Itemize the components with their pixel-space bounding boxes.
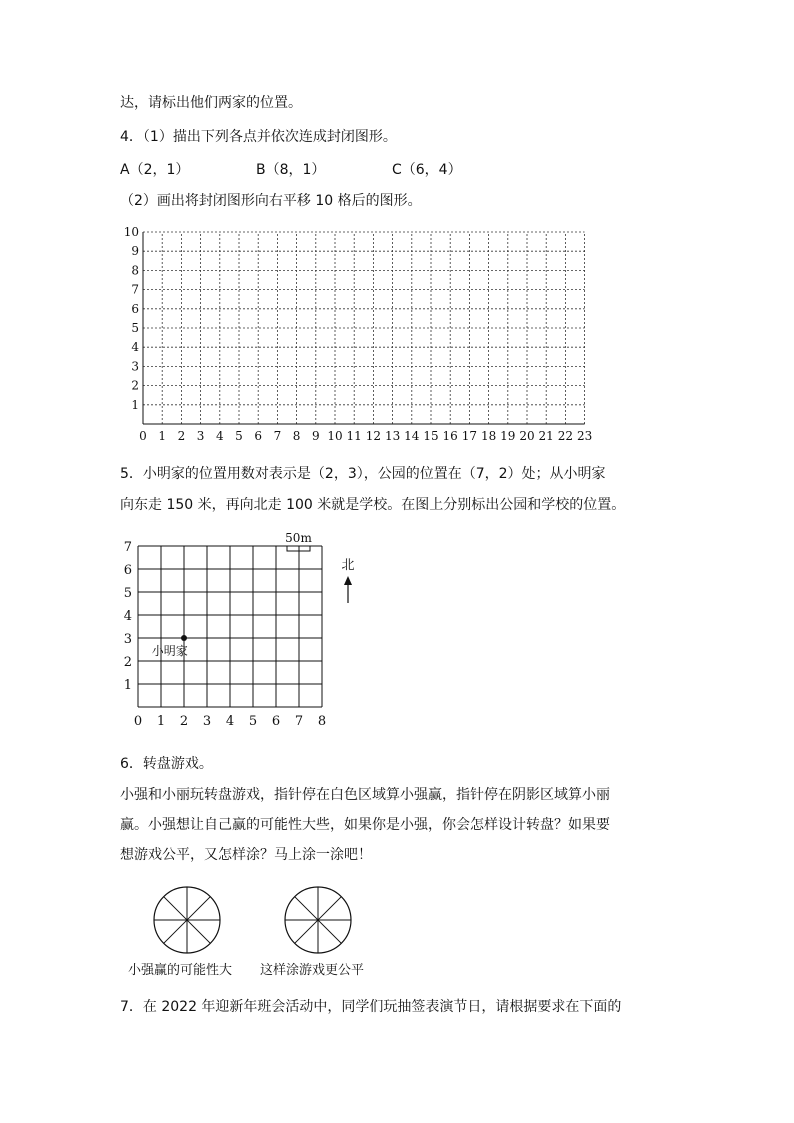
grid2-x-tick: 3 — [202, 714, 212, 729]
grid1-x-tick: 15 — [423, 429, 439, 443]
question-7-line-1: 7．在 2022 年迎新年班会活动中，同学们玩抽签表演节日，请根据要求在下面的 — [120, 999, 622, 1015]
north-label: 北 — [341, 558, 355, 573]
question-4-part-1: 4．（1）描出下列各点并依次连成封闭图形。 — [120, 129, 397, 145]
grid1-x-tick: 12 — [365, 429, 382, 443]
grid1-x-tick: 19 — [500, 429, 516, 443]
grid2-x-tick: 7 — [294, 714, 304, 729]
grid2-y-tick: 5 — [123, 586, 132, 601]
grid2-y-tick: 6 — [123, 563, 132, 578]
grid2-x-tick: 5 — [248, 714, 258, 729]
grid1-x-tick: 11 — [346, 429, 362, 443]
grid1-x-tick: 17 — [461, 429, 478, 443]
grid1-x-tick: 10 — [327, 429, 343, 443]
spinner-left-caption: 小强赢的可能性大 — [128, 963, 233, 978]
point-c: C（6，4） — [392, 162, 462, 178]
grid1-y-tick: 2 — [131, 378, 139, 393]
grid1-y-tick: 4 — [131, 340, 139, 355]
spinner-right-caption: 这样涂游戏更公平 — [260, 963, 365, 978]
grid2-y-tick: 2 — [123, 655, 132, 670]
grid2-y-tick: 7 — [123, 540, 132, 555]
grid1-y-tick: 7 — [131, 282, 139, 297]
grid1-x-tick: 7 — [273, 429, 282, 443]
coordinate-grid-1 — [110, 222, 600, 447]
intro-line: 达，请标出他们两家的位置。 — [120, 95, 302, 111]
grid1-x-tick: 22 — [557, 429, 574, 443]
grid2-x-tick: 1 — [156, 714, 166, 729]
grid2-y-tick: 3 — [123, 632, 132, 647]
question-6-line-1: 小强和小丽玩转盘游戏，指针停在白色区域算小强赢，指针停在阴影区域算小丽 — [120, 787, 610, 803]
question-4-part-2: （2）画出将封闭图形向右平移 10 格后的图形。 — [120, 193, 422, 209]
grid2-x-tick: 8 — [317, 714, 327, 729]
grid1-x-tick: 18 — [480, 429, 497, 443]
grid1-x-tick: 2 — [177, 429, 186, 443]
grid2-x-tick: 2 — [179, 714, 189, 729]
grid1-x-tick: 23 — [576, 429, 593, 443]
point-a: A（2，1） — [120, 162, 190, 178]
grid1-x-tick: 16 — [442, 429, 458, 443]
grid1-x-tick: 14 — [404, 429, 420, 443]
grid1-x-tick: 6 — [254, 429, 263, 443]
point-b: B（8，1） — [256, 162, 326, 178]
grid2-y-tick: 1 — [123, 678, 132, 693]
spinner-right — [283, 885, 353, 955]
grid2-y-tick: 4 — [123, 609, 132, 624]
grid1-x-tick: 4 — [215, 429, 224, 443]
question-6-line-2: 赢。小强想让自己赢的可能性大些，如果你是小强，你会怎样设计转盘？如果要 — [120, 817, 610, 833]
grid1-x-tick: 9 — [311, 429, 320, 443]
grid2-x-tick: 6 — [271, 714, 281, 729]
question-6-title: 6．转盘游戏。 — [120, 756, 213, 772]
grid2-x-tick: 0 — [133, 714, 143, 729]
grid1-y-tick: 5 — [131, 321, 139, 335]
grid1-x-tick: 3 — [196, 429, 205, 443]
grid1-x-tick: 8 — [292, 429, 301, 443]
question-5-line-2: 向东走 150 米，再向北走 100 米就是学校。在图上分别标出公园和学校的位置。 — [120, 497, 626, 513]
grid1-y-tick: 1 — [131, 397, 139, 412]
spinner-left — [152, 885, 222, 955]
grid1-y-tick: 9 — [131, 244, 139, 259]
home-label: 小明家 — [151, 644, 188, 658]
north-arrow-head — [344, 576, 352, 585]
grid1-y-tick: 8 — [131, 263, 139, 278]
question-6-line-3: 想游戏公平，又怎样涂？马上涂一涂吧！ — [120, 847, 372, 863]
grid2-x-tick: 4 — [225, 714, 235, 729]
grid1-x-tick: 13 — [384, 429, 401, 443]
coordinate-grid-2 — [110, 525, 390, 740]
grid1-x-tick: 0 — [139, 429, 147, 443]
grid1-x-tick: 20 — [519, 429, 535, 443]
question-5-line-1: 5．小明家的位置用数对表示是（2，3），公园的位置在（7，2）处；从小明家 — [120, 466, 606, 482]
grid1-y-tick: 6 — [131, 301, 139, 316]
scale-label: 50m — [285, 531, 312, 545]
grid1-x-tick: 5 — [235, 429, 243, 443]
home-point — [181, 635, 187, 641]
grid1-x-tick: 21 — [538, 429, 554, 443]
grid1-y-tick: 10 — [123, 225, 139, 239]
grid1-x-tick: 1 — [158, 429, 167, 443]
grid1-y-tick: 3 — [131, 359, 139, 374]
